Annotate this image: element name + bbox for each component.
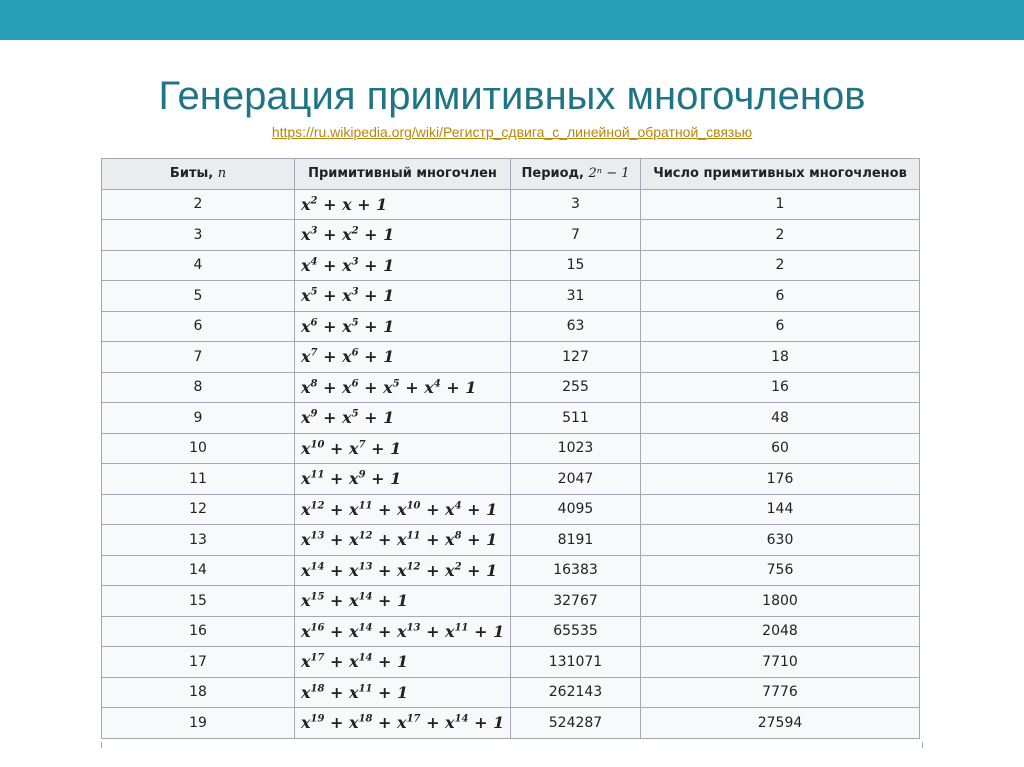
cell-polynomial: $x^7 + x^6 + 1$	[295, 342, 511, 373]
cell-bits: 10	[102, 433, 295, 464]
header-bits: Биты, n	[102, 159, 295, 190]
table-row	[102, 189, 920, 220]
cell-bits: 12	[102, 494, 295, 525]
cell-count: 2	[641, 250, 920, 281]
table-row	[102, 708, 920, 739]
cell-polynomial: $x^{17} + x^{14} + 1$	[295, 647, 511, 678]
cell-bits: 9	[102, 403, 295, 434]
cell-bits: 15	[102, 586, 295, 617]
cell-period: 65535	[511, 616, 641, 647]
cell-count: 2048	[641, 616, 920, 647]
table-header-row	[102, 159, 920, 190]
table-row	[102, 250, 920, 281]
cell-count: 7776	[641, 677, 920, 708]
table-row	[102, 281, 920, 312]
table-body	[102, 189, 920, 738]
header-period: Период, 2ⁿ − 1	[511, 159, 641, 190]
cell-period: 3	[511, 189, 641, 220]
cell-period: 4095	[511, 494, 641, 525]
cell-polynomial: $x^9 + x^5 + 1$	[295, 403, 511, 434]
cell-bits: 19	[102, 708, 295, 739]
cell-period: 127	[511, 342, 641, 373]
cell-bits: 13	[102, 525, 295, 556]
table-row	[102, 677, 920, 708]
cell-period: 8191	[511, 525, 641, 556]
cell-bits: 6	[102, 311, 295, 342]
cell-period: 1023	[511, 433, 641, 464]
table-row	[102, 311, 920, 342]
cell-count: 144	[641, 494, 920, 525]
cell-bits: 5	[102, 281, 295, 312]
cell-count: 60	[641, 433, 920, 464]
table-row	[102, 647, 920, 678]
cell-period: 511	[511, 403, 641, 434]
cell-polynomial: $x^2 + x + 1$	[295, 189, 511, 220]
slide-title: Генерация примитивных многочленов	[158, 74, 866, 118]
table-row	[102, 525, 920, 556]
header-count: Число примитивных многочленов	[641, 159, 920, 190]
cell-polynomial: $x^{16} + x^{14} + x^{13} + x^{11} + 1$	[295, 616, 511, 647]
cell-polynomial: $x^6 + x^5 + 1$	[295, 311, 511, 342]
cell-period: 2047	[511, 464, 641, 495]
cell-polynomial: $x^{12} + x^{11} + x^{10} + x^4 + 1$	[295, 494, 511, 525]
table-row	[102, 464, 920, 495]
table-row	[102, 372, 920, 403]
cell-period: 63	[511, 311, 641, 342]
cell-period: 131071	[511, 647, 641, 678]
cell-period: 255	[511, 372, 641, 403]
source-link[interactable]: https://ru.wikipedia.org/wiki/Регистр_сдвига_с_линейной_обратной_связью	[271, 124, 753, 140]
cell-count: 7710	[641, 647, 920, 678]
cell-count: 6	[641, 311, 920, 342]
cell-bits: 11	[102, 464, 295, 495]
cell-polynomial: $x^{15} + x^{14} + 1$	[295, 586, 511, 617]
cell-count: 630	[641, 525, 920, 556]
cell-count: 48	[641, 403, 920, 434]
cell-count: 176	[641, 464, 920, 495]
table-row	[102, 342, 920, 373]
table-row	[102, 494, 920, 525]
cell-bits: 17	[102, 647, 295, 678]
cell-bits: 14	[102, 555, 295, 586]
cell-period: 7	[511, 220, 641, 251]
polynomial-table	[101, 158, 920, 739]
polynomial-table-container	[101, 158, 921, 748]
cell-count: 2	[641, 220, 920, 251]
table-bottom-edge	[101, 742, 923, 748]
table-row	[102, 220, 920, 251]
cell-bits: 7	[102, 342, 295, 373]
cell-polynomial: $x^{11} + x^9 + 1$	[295, 464, 511, 495]
cell-bits: 4	[102, 250, 295, 281]
cell-bits: 16	[102, 616, 295, 647]
cell-polynomial: $x^{13} + x^{12} + x^{11} + x^8 + 1$	[295, 525, 511, 556]
table-row	[102, 616, 920, 647]
cell-polynomial: $x^3 + x^2 + 1$	[295, 220, 511, 251]
table-row	[102, 555, 920, 586]
cell-count: 1	[641, 189, 920, 220]
cell-period: 32767	[511, 586, 641, 617]
cell-period: 31	[511, 281, 641, 312]
cell-polynomial: $x^5 + x^3 + 1$	[295, 281, 511, 312]
cell-period: 16383	[511, 555, 641, 586]
cell-polynomial: $x^{18} + x^{11} + 1$	[295, 677, 511, 708]
table-row	[102, 433, 920, 464]
cell-polynomial: $x^{19} + x^{18} + x^{17} + x^{14} + 1$	[295, 708, 511, 739]
cell-polynomial: $x^8 + x^6 + x^5 + x^4 + 1$	[295, 372, 511, 403]
cell-bits: 8	[102, 372, 295, 403]
table-row	[102, 403, 920, 434]
cell-count: 27594	[641, 708, 920, 739]
cell-period: 15	[511, 250, 641, 281]
top-accent-bar	[0, 0, 1024, 40]
cell-period: 524287	[511, 708, 641, 739]
cell-count: 16	[641, 372, 920, 403]
cell-polynomial: $x^{14} + x^{13} + x^{12} + x^2 + 1$	[295, 555, 511, 586]
cell-bits: 3	[102, 220, 295, 251]
cell-count: 1800	[641, 586, 920, 617]
cell-bits: 2	[102, 189, 295, 220]
cell-count: 18	[641, 342, 920, 373]
table-row	[102, 586, 920, 617]
header-polynomial: Примитивный многочлен	[295, 159, 511, 190]
cell-period: 262143	[511, 677, 641, 708]
cell-bits: 18	[102, 677, 295, 708]
cell-count: 756	[641, 555, 920, 586]
cell-polynomial: $x^{10} + x^7 + 1$	[295, 433, 511, 464]
cell-polynomial: $x^4 + x^3 + 1$	[295, 250, 511, 281]
cell-count: 6	[641, 281, 920, 312]
